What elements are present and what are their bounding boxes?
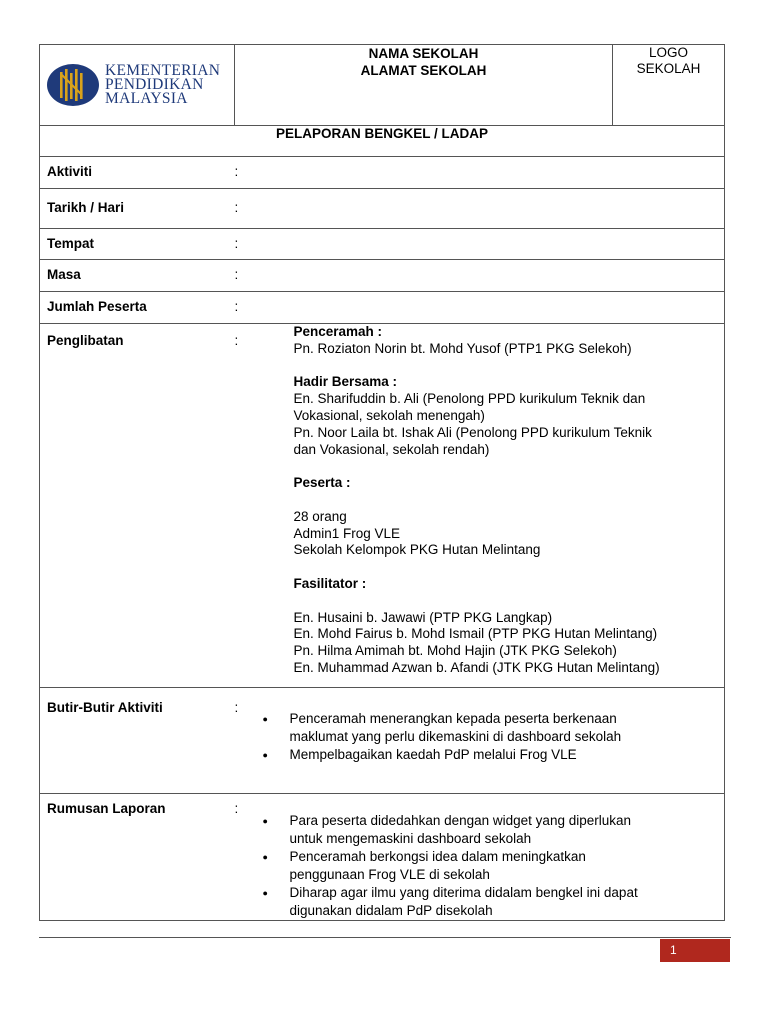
fasilitator-line: En. Husaini b. Jawawi (PTP PKG Langkap)	[293, 609, 553, 625]
value-masa	[255, 260, 725, 292]
school-logo-line2: SEKOLAH	[636, 61, 701, 76]
school-address: ALAMAT SEKOLAH	[360, 63, 487, 78]
list-item: ● Penceramah berkongsi idea dalam meningkatkan penggunaan Frog VLE di sekolah	[263, 848, 725, 884]
school-logo-cell	[613, 45, 725, 126]
page-number-badge: 1	[660, 939, 730, 962]
penglibatan-block	[255, 324, 725, 677]
colon: :	[235, 324, 255, 688]
colon: :	[235, 688, 255, 794]
hadir-line: dan Vokasional, sekolah rendah)	[293, 441, 490, 457]
hadir-heading: Hadir Bersama :	[293, 374, 398, 390]
logo-text-line1: KEMENTERIAN	[105, 62, 221, 79]
report-table	[39, 44, 725, 921]
label-tempat: Tempat	[40, 229, 235, 260]
label-aktiviti: Aktiviti	[40, 157, 235, 189]
row-butir-aktiviti	[40, 688, 725, 794]
rumusan-details	[255, 794, 725, 921]
fasilitator-line: En. Muhammad Azwan b. Afandi (JTK PKG Hutan Melintang)	[293, 659, 660, 675]
label-tarikh: Tarikh / Hari	[40, 189, 235, 229]
label-rumusan-laporan: Rumusan Laporan	[40, 794, 235, 921]
label-masa: Masa	[40, 260, 235, 292]
penceramah-heading: Penceramah :	[293, 324, 383, 339]
row-aktiviti	[40, 157, 725, 189]
value-tarikh	[255, 189, 725, 229]
ministry-logo	[40, 45, 234, 107]
colon: :	[235, 794, 255, 921]
label-jumlah-peserta: Jumlah Peserta	[40, 292, 235, 324]
hadir-line: Vokasional, sekolah menengah)	[293, 407, 485, 423]
fasilitator-line: En. Mohd Fairus b. Mohd Ismail (PTP PKG Hutan Melintang)	[293, 626, 658, 642]
value-aktiviti	[255, 157, 725, 189]
school-name: NAMA SEKOLAH	[368, 46, 479, 61]
peserta-line: Sekolah Kelompok PKG Hutan Melintang	[293, 542, 541, 558]
row-penglibatan	[40, 324, 725, 688]
colon: :	[235, 157, 255, 189]
peserta-heading: Peserta :	[293, 475, 351, 491]
list-item: ● Mempelbagaikan kaedah PdP melalui Frog VLE	[263, 746, 725, 764]
fasilitator-line: Pn. Hilma Amimah bt. Mohd Hajin (JTK PKG Selekoh)	[293, 643, 617, 659]
rumusan-list	[255, 812, 725, 920]
kpm-logo-icon	[46, 63, 101, 107]
row-masa	[40, 260, 725, 292]
butir-details	[255, 688, 725, 794]
logo-text-line3: MALAYSIA	[105, 90, 188, 107]
list-item: ● Para peserta didedahkan dengan widget yang diperlukan untuk mengemaskini dashboard sekolah	[263, 812, 725, 848]
school-logo-line1: LOGO	[648, 45, 688, 60]
footer-divider	[39, 937, 731, 938]
colon: :	[235, 189, 255, 229]
row-jumlah-peserta	[40, 292, 725, 324]
value-tempat	[255, 229, 725, 260]
penglibatan-details	[255, 324, 725, 688]
row-rumusan-laporan	[40, 794, 725, 921]
fasilitator-heading: Fasilitator :	[293, 575, 367, 591]
colon: :	[235, 229, 255, 260]
row-tempat	[40, 229, 725, 260]
list-item: ● Diharap agar ilmu yang diterima didalam bengkel ini dapat digunakan didalam PdP disekolah	[263, 884, 725, 920]
label-penglibatan: Penglibatan	[40, 324, 235, 688]
ministry-logo-text	[105, 64, 220, 106]
peserta-line: 28 orang	[293, 508, 347, 524]
header-row	[40, 45, 725, 126]
peserta-line: Admin1 Frog VLE	[293, 525, 401, 541]
colon: :	[235, 292, 255, 324]
label-butir-aktiviti: Butir-Butir Aktiviti	[40, 688, 235, 794]
hadir-line: En. Sharifuddin b. Ali (Penolong PPD kurikulum Teknik dan	[293, 391, 646, 407]
butir-list	[255, 710, 725, 764]
report-title: PELAPORAN BENGKEL / LADAP	[40, 126, 725, 157]
row-tarikh	[40, 189, 725, 229]
school-info-cell	[235, 45, 613, 126]
title-row	[40, 126, 725, 157]
ministry-logo-cell	[40, 45, 235, 126]
penceramah-name: Pn. Roziaton Norin bt. Mohd Yusof (PTP1 PKG Selekoh)	[293, 340, 632, 356]
hadir-line: Pn. Noor Laila bt. Ishak Ali (Penolong PPD kurikulum Teknik	[293, 424, 652, 440]
colon: :	[235, 260, 255, 292]
logo-text-line2: PENDIDIKAN	[105, 76, 204, 93]
value-jumlah-peserta	[255, 292, 725, 324]
list-item: ● Penceramah menerangkan kepada peserta berkenaan maklumat yang perlu dikemaskini di dashboard sekolah	[263, 710, 725, 746]
